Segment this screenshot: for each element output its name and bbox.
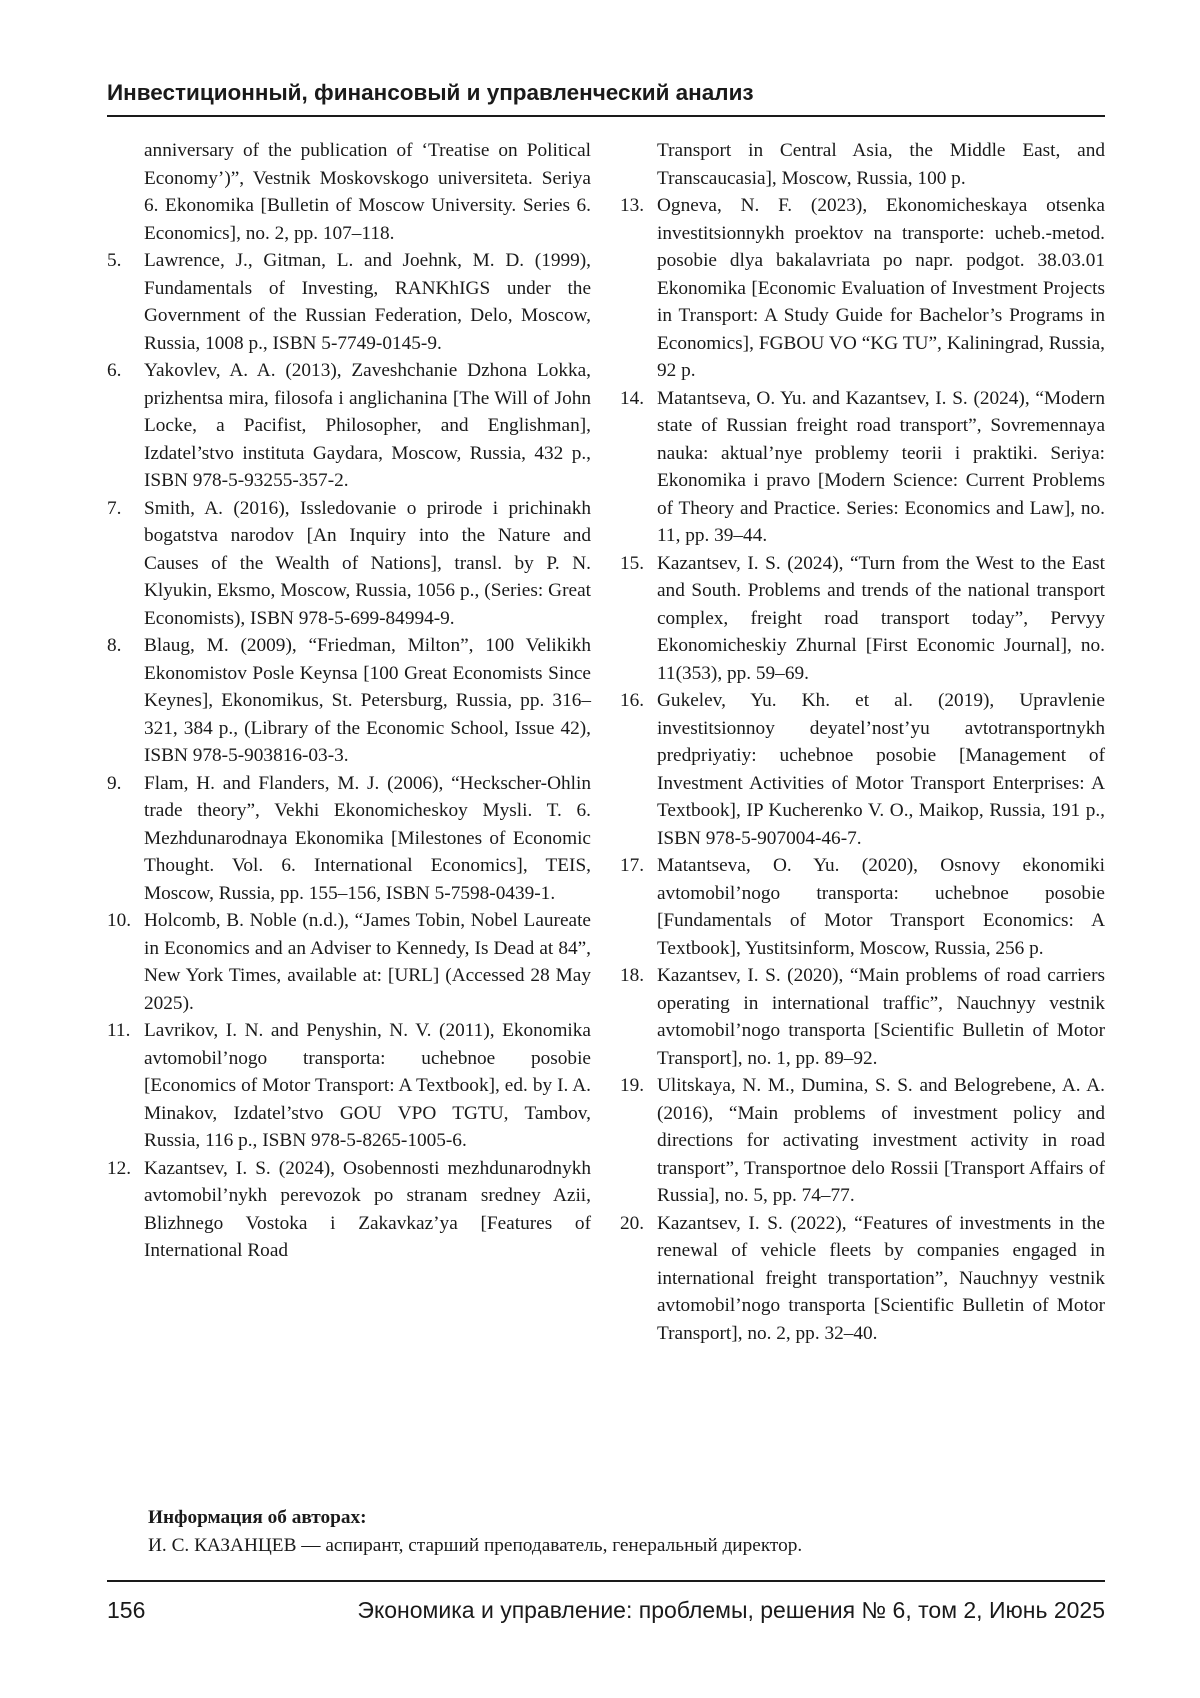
references-right-column (620, 137, 1105, 1347)
reference-text: Kazantsev, I. S. (2022), “Features of investments in the renewal of vehicle fleets by companies engaged in international freight transportation”, Nauchnyy vestnik avtomobil’nogo transporta [Scientific Bulletin of Motor Transport], no. 2, pp. 32–40. (657, 1212, 1105, 1344)
reference-number: 19. (620, 1075, 645, 1096)
reference-item (620, 687, 1105, 852)
reference-number: 15. (620, 552, 645, 574)
reference-text: Matantseva, O. Yu. and Kazantsev, I. S. (2024), “Modern state of Russian freight road transport”, Sovremennaya nauka: aktual’nye problemy teorii i praktiki. Seriya: Ekonomika i pravo [Modern Science: Current Problems of Theory and Practice. Series: Economics and Law], no. 11, pp. 39–44. (657, 387, 1105, 546)
reference-item (620, 962, 1105, 1072)
reference-text: anniversary of the publication of ‘Treatise on Political Economy’)”, Vestnik Moskovskogo universiteta. Seriya 6. Ekonomika [Bulletin of Moscow University. Series 6. Economics], no. 2, pp. 107–118. (144, 140, 591, 244)
reference-number: 6. (107, 360, 122, 381)
reference-text: Lavrikov, I. N. and Penyshin, N. V. (2011), Ekonomika avtomobil’nogo transporta: uchebnoe posobie [Economics of Motor Transport: A Textbook], ed. by I. A. Minakov, Izdatel’stvo GOU VPO TGTU, Tambov, Russia, 116 p., ISBN 978-5-8265-1005-6. (144, 1020, 591, 1151)
reference-text: Kazantsev, I. S. (2024), Osobennosti mezhdunarodnykh avtomobil’nykh perevozok po stranam sredney Azii, Blizhnego Vostoka i Zakavkaz’ya [Features of International Road (144, 1157, 591, 1261)
reference-text: Transport in Central Asia, the Middle East, and Transcaucasia], Moscow, Russia, 100 p. (657, 140, 1105, 189)
reference-text: Kazantsev, I. S. (2024), “Turn from the West to the East and South. Problems and trends of the national transport complex, freight road transport today”, Pervyy Ekonomicheskiy Zhurnal [First Economic Journal], no. 11(353), pp. 59–69. (657, 552, 1105, 684)
reference-item (107, 495, 591, 633)
reference-item (620, 385, 1105, 550)
journal-title: Экономика и управление: проблемы, решения № 6, том 2, Июнь 2025 (357, 1597, 1105, 1623)
reference-text: Gukelev, Yu. Kh. et al. (2019), Upravlenie investitsionnoy deyatel’nost’yu avtotransportnykh predpriyatiy: uchebnoe posobie [Management of Investment Activities of Motor Transport Enterprises: A Textbook], IP Kucherenko V. O., Maikop, Russia, 191 p., ISBN 978-5-907004-46-7. (657, 690, 1105, 849)
reference-text: Blaug, M. (2009), “Friedman, Milton”, 100 Velikikh Ekonomistov Posle Keynsa [100 Great Economists Since Keynes], Ekonomikus, St. Petersburg, Russia, pp. 316–321, 384 p., (Library of the Economic School, Issue 42), ISBN 978-5-903816-03-3. (144, 635, 591, 766)
reference-item (107, 137, 591, 247)
reference-item (107, 632, 591, 770)
authors-info-title: Информация об авторах: (148, 1507, 367, 1528)
reference-number: 5. (107, 250, 122, 271)
footer-divider (107, 1580, 1105, 1582)
reference-number: 17. (620, 855, 645, 876)
reference-item (107, 1155, 591, 1265)
reference-number: 10. (107, 910, 132, 931)
reference-number: 7. (107, 497, 122, 519)
reference-text: Flam, H. and Flanders, M. J. (2006), “Heckscher-Ohlin trade theory”, Vekhi Ekonomicheskoy Mysli. T. 6. Mezhdunarodnaya Ekonomika [Milestones of Economic Thought. Vol. 6. International Economics], TEIS, Moscow, Russia, pp. 155–156, ISBN 5-7598-0439-1. (144, 772, 591, 904)
reference-number: 8. (107, 635, 122, 656)
reference-number: 12. (107, 1157, 132, 1179)
reference-text: Lawrence, J., Gitman, L. and Joehnk, M. D. (1999), Fundamentals of Investing, RANKhIGS under the Government of the Russian Federation, Delo, Moscow, Russia, 1008 p., ISBN 5-7749-0145-9. (144, 250, 591, 354)
reference-text: Kazantsev, I. S. (2020), “Main problems of road carriers operating in international traffic”, Nauchnyy vestnik avtomobil’nogo transporta [Scientific Bulletin of Motor Transport], no. 1, pp. 89–92. (657, 965, 1105, 1069)
reference-item (107, 907, 591, 1017)
reference-text: Matantseva, O. Yu. (2020), Osnovy ekonomiki avtomobil’nogo transporta: uchebnoe posobie [Fundamentals of Motor Transport Economics: A Textbook], Yustitsinform, Moscow, Russia, 256 p. (657, 855, 1105, 959)
reference-number: 11. (107, 1020, 131, 1041)
reference-number: 20. (620, 1212, 645, 1234)
page-number: 156 (107, 1597, 146, 1623)
reference-number: 16. (620, 690, 645, 711)
reference-item (620, 1210, 1105, 1348)
reference-item (107, 247, 591, 357)
reference-item (620, 192, 1105, 385)
reference-item (107, 357, 591, 495)
reference-item (107, 770, 591, 908)
reference-text: Ulitskaya, N. M., Dumina, S. S. and Belogrebene, A. A. (2016), “Main problems of investment policy and directions for activating investment activity in road transport”, Transportnoe delo Rossii [Transport Affairs of Russia], no. 5, pp. 74–77. (657, 1075, 1105, 1206)
reference-item (620, 137, 1105, 192)
reference-item (620, 852, 1105, 962)
reference-text: Holcomb, B. Noble (n.d.), “James Tobin, Nobel Laureate in Economics and an Adviser to Kennedy, Is Dead at 84”, New York Times, available at: [URL] (Accessed 28 May 2025). (144, 910, 591, 1014)
reference-number: 9. (107, 772, 122, 794)
reference-item (620, 550, 1105, 688)
running-header: Инвестиционный, финансовый и управленческий анализ (107, 80, 1105, 117)
reference-item (620, 1072, 1105, 1210)
reference-number: 18. (620, 965, 645, 986)
reference-item (107, 1017, 591, 1155)
reference-text: Yakovlev, A. A. (2013), Zaveshchanie Dzhona Lokka, prizhentsa mira, filosofa i anglichanina [The Will of John Locke, a Pacifist, Philosopher, and Englishman], Izdatel’stvo instituta Gaydara, Moscow, Russia, 432 p., ISBN 978-5-93255-357-2. (144, 360, 591, 491)
references-left-column (107, 137, 591, 1265)
authors-info-text: И. С. КАЗАНЦЕВ — аспирант, старший преподаватель, генеральный директор. (148, 1534, 803, 1556)
reference-number: 14. (620, 387, 645, 409)
reference-text: Ogneva, N. F. (2023), Ekonomicheskaya otsenka investitsionnykh proektov na transporte: ucheb.-metod. posobie dlya bakalavriata po napr. podgot. 38.03.01 Ekonomika [Economic Evaluation of Investment Projects in Transport: A Study Guide for Bachelor’s Programs in Economics], FGBOU VO “KG TU”, Kaliningrad, Russia, 92 p. (657, 195, 1105, 381)
reference-number: 13. (620, 195, 645, 216)
reference-text: Smith, A. (2016), Issledovanie o prirode i prichinakh bogatstva narodov [An Inquiry into the Nature and Causes of the Wealth of Nations], transl. by P. N. Klyukin, Eksmo, Moscow, Russia, 1056 p., (Series: Great Economists), ISBN 978-5-699-84994-9. (144, 497, 591, 629)
authors-info (148, 1504, 1105, 1559)
